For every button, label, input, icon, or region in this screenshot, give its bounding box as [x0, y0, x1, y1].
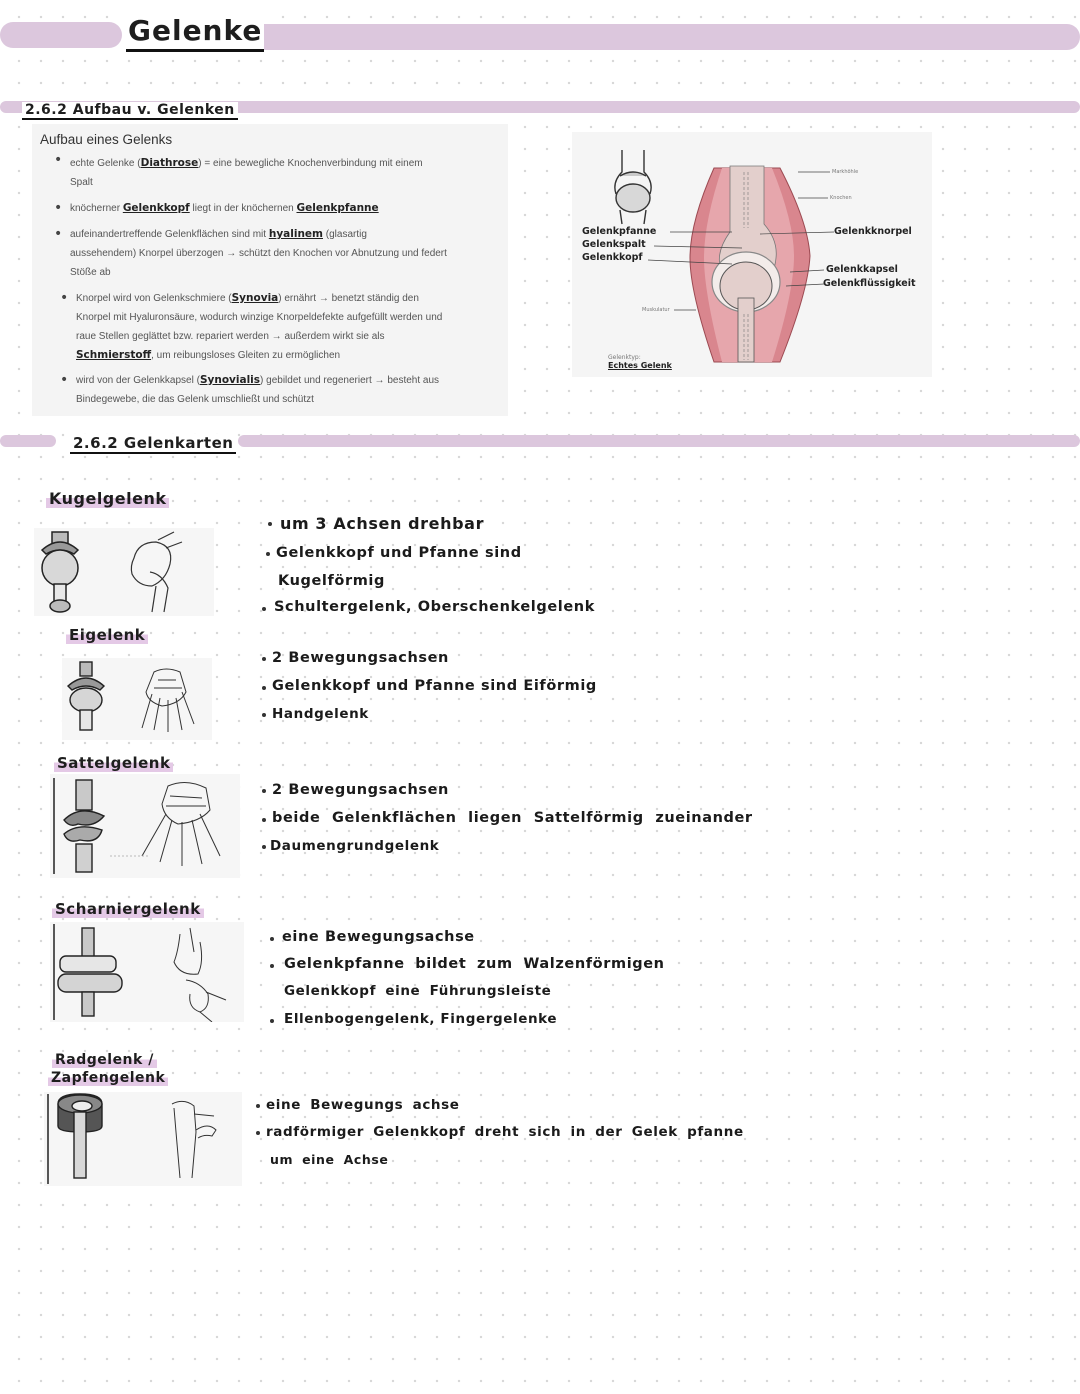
- b1-text-1: echte Gelenke (: [70, 158, 141, 169]
- b5-text-3: Bindegewebe, die das Gelenk umschließt und schützt: [76, 394, 314, 405]
- bullet-knorpel: [76, 289, 506, 365]
- sattelgelenk-bullet-2: beide Gelenkflächen liegen Sattelförmig zueinander: [272, 810, 753, 826]
- kugelgelenk-bullet-2: Gelenkkopf und Pfanne sind: [276, 545, 522, 561]
- bullet-dot: [270, 964, 274, 968]
- b5-text-1: wird von der Gelenkkapsel (: [76, 375, 200, 386]
- ellipsoid-joint-illustration: [62, 658, 212, 740]
- section2-band-right: [238, 435, 1080, 447]
- bullet-dot: [256, 1131, 260, 1135]
- bullet-dot: •: [60, 290, 69, 306]
- b1-text-2: ) = eine bewegliche Knochenverbindung mit einem: [198, 158, 423, 169]
- type-title-eigelenk: Eigelenk: [66, 626, 148, 644]
- bullet-dot: [262, 713, 266, 717]
- eigelenk-bullet-2: Gelenkkopf und Pfanne sind Eiförmig: [272, 678, 597, 694]
- eigelenk-bullet-3: Handgelenk: [272, 706, 369, 722]
- sattelgelenk-bullet-1: 2 Bewegungsachsen: [272, 782, 449, 798]
- scharniergelenk-bullet-2: Gelenkpfanne bildet zum Walzenförmigen: [284, 956, 665, 972]
- label-knochen: Knochen: [830, 195, 852, 201]
- sattelgelenk-bullet-3: Daumengrundgelenk: [270, 838, 440, 854]
- b3-text-2: (glasartig: [325, 229, 367, 240]
- structure-text-box: [32, 124, 508, 416]
- b4-fill-synovia: Synovia: [231, 292, 279, 304]
- bullet-gelenkkopf: [70, 199, 506, 218]
- b5-text-2: ) gebildet und regeneriert → besteht aus: [260, 375, 440, 386]
- section2-title: 2.6.2 Gelenkarten: [70, 434, 236, 454]
- figure-kugelgelenk: [34, 528, 214, 616]
- doc-heading: Aufbau eines Gelenks: [40, 132, 173, 147]
- label-gelenkpfanne: Gelenkpfanne: [582, 226, 657, 237]
- type-title-radgelenk: Radgelenk /: [52, 1052, 157, 1068]
- eigelenk-bullet-1: 2 Bewegungsachsen: [272, 650, 449, 666]
- b1-fill-diathrose: Diathrose: [140, 157, 199, 169]
- type-title-kugelgelenk: Kugelgelenk: [46, 489, 169, 508]
- label-muskulatur: Muskulatur: [642, 307, 670, 313]
- bullet-dot: [256, 1104, 260, 1108]
- label-gelenkfluessigkeit: Gelenkflüssigkeit: [823, 278, 916, 289]
- b3-text-3: aussehendem) Knorpel überzogen → schützt den Knochen vor Abnutzung und federt: [70, 248, 447, 259]
- bullet-dot: [270, 1019, 274, 1023]
- figure-radgelenk: [44, 1092, 242, 1186]
- b4-text-2: ) ernährt → benetzt ständig den: [278, 293, 419, 304]
- header-band-left: [0, 22, 122, 48]
- b4-text-1: Knorpel wird von Gelenkschmiere (: [76, 293, 232, 304]
- saddle-joint-illustration: [50, 774, 240, 878]
- bullet-dot: •: [54, 200, 63, 216]
- scharniergelenk-bullet-2b: Gelenkkopf eine Führungsleiste: [284, 983, 552, 999]
- figure-sattelgelenk: [50, 774, 240, 878]
- pivot-joint-illustration: [44, 1092, 242, 1186]
- label-gelenkkopf: Gelenkkopf: [582, 252, 643, 263]
- radgelenk-bullet-2b: um eine Achse: [270, 1152, 389, 1167]
- bullet-echte-gelenke: [70, 154, 506, 192]
- bullet-dot: •: [54, 152, 63, 168]
- bullet-dot: •: [60, 372, 69, 388]
- b3-fill-hyalinem: hyalinem: [268, 228, 323, 240]
- label-echtes-gelenk: Echtes Gelenk: [608, 361, 672, 370]
- radgelenk-bullet-1: eine Bewegungs achse: [266, 1097, 460, 1113]
- b2-fill-gelenkkopf: Gelenkkopf: [122, 202, 190, 214]
- bullet-dot: •: [54, 226, 63, 242]
- bullet-gelenkflaechen: [70, 225, 510, 282]
- b2-fill-gelenkpfanne: Gelenkpfanne: [296, 202, 379, 214]
- bullet-dot: [262, 657, 266, 661]
- page-title: Gelenke: [126, 14, 264, 52]
- b3-text-1: aufeinandertreffende Gelenkflächen sind mit: [70, 229, 267, 240]
- b3-text-4: Stöße ab: [70, 267, 111, 278]
- b1-text-3: Spalt: [70, 177, 93, 188]
- bullet-dot: [262, 607, 266, 611]
- small-joint-sketch: [615, 150, 651, 224]
- bullet-dot: [262, 818, 266, 822]
- b2-text-2: liegt in der knöchernen: [192, 203, 294, 214]
- b4-text-5: , um reibungsloses Gleiten zu ermöglichen: [151, 350, 341, 361]
- header-band-right: [250, 24, 1080, 50]
- type-title-scharniergelenk: Scharniergelenk: [52, 900, 204, 918]
- label-gelenkkapsel: Gelenkkapsel: [826, 264, 898, 275]
- section2-band-left: [0, 435, 56, 447]
- label-gelenkknorpel: Gelenkknorpel: [834, 226, 912, 237]
- figure-eigelenk: [62, 658, 212, 740]
- hinge-joint-illustration: [50, 922, 244, 1022]
- label-markhoehle: Markhöhle: [832, 169, 859, 175]
- radgelenk-bullet-2: radförmiger Gelenkkopf dreht sich in der Gelek pfanne: [266, 1124, 744, 1140]
- scharniergelenk-bullet-1: eine Bewegungsachse: [282, 929, 475, 945]
- type-title-sattelgelenk: Sattelgelenk: [54, 754, 173, 772]
- ball-joint-illustration: [34, 528, 214, 616]
- type-title-zapfengelenk: Zapfengelenk: [48, 1070, 168, 1086]
- b2-text-1: knöcherner: [70, 203, 121, 214]
- bullet-dot: [270, 937, 274, 941]
- b4-text-3: Knorpel mit Hyaluronsäure, wodurch winzige Knorpeldefekte aufgefüllt werden und: [76, 312, 443, 323]
- bullet-dot: [262, 686, 266, 690]
- joint-diagram: [572, 132, 932, 377]
- bullet-dot: [268, 522, 272, 526]
- section1-title: 2.6.2 Aufbau v. Gelenken: [22, 102, 238, 120]
- label-gelenkspalt: Gelenkspalt: [582, 239, 646, 250]
- kugelgelenk-bullet-1: um 3 Achsen drehbar: [280, 514, 485, 533]
- b4-fill-schmierstoff: Schmierstoff: [76, 349, 152, 361]
- bullet-dot: [266, 552, 270, 556]
- bullet-dot: [262, 845, 266, 849]
- label-gelenktyp: Gelenktyp:: [608, 354, 641, 361]
- scharniergelenk-bullet-3: Ellenbogengelenk, Fingergelenke: [284, 1011, 558, 1027]
- kugelgelenk-bullet-3: Schultergelenk, Oberschenkelgelenk: [274, 599, 595, 615]
- bullet-dot: [262, 789, 266, 793]
- bullet-gelenkkapsel: [76, 371, 506, 409]
- b4-text-4: raue Stellen geglättet bzw. repariert werden → außerdem wirkt sie als: [76, 331, 385, 342]
- b5-fill-synovialis: Synovialis: [199, 374, 261, 386]
- figure-scharniergelenk: [50, 922, 244, 1022]
- kugelgelenk-bullet-2b: Kugelförmig: [278, 573, 385, 589]
